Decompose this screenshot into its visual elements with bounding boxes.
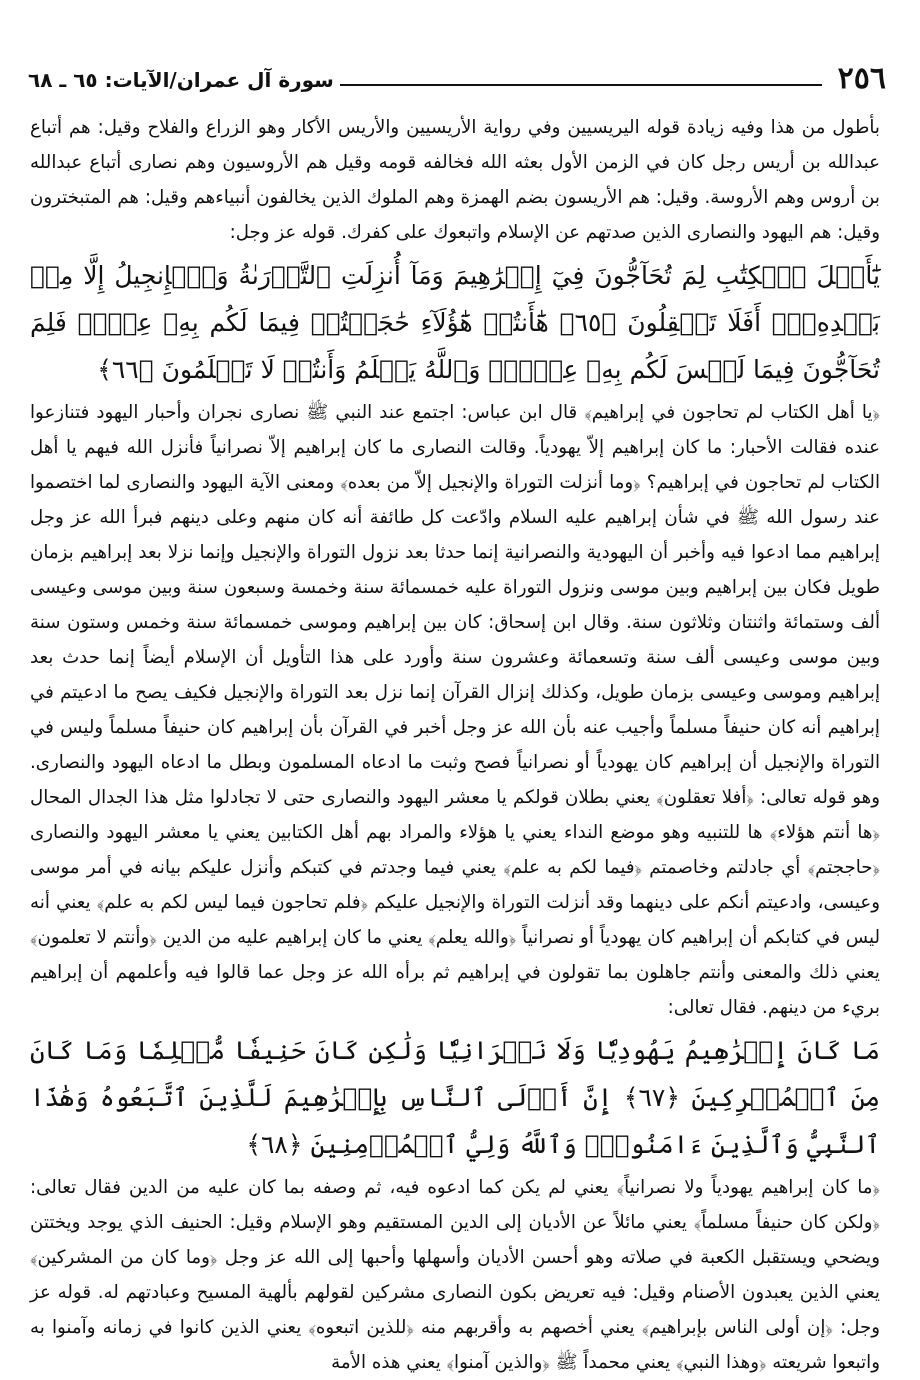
quran-verse: يَٰٓأَهۡلَ ٱلۡكِتَٰبِ لِمَ تُحَآجُّونَ فِيٓ إِبۡرَٰهِيمَ وَمَآ أُنزِلَتِ ٱلتَّوۡرَىٰةُ وَٱلۡإِنجِيلُ إِلَّا مِنۢ بَعۡدِهِۦٓۚ أَفَلَا تَعۡقِلُونَ ﴿٦٥﴾ هَٰٓأَنتُمۡ هَٰٓؤُلَآءِ حَٰجَجۡتُمۡ فِيمَا لَكُم بِهِۦ عِلۡمٞ فَلِمَ تُحَآجُّونَ فِيمَا لَيۡسَ لَكُم بِهِۦ عِلۡمٞۚ وَٱللَّهُ يَعۡلَمُ وَأَنتُمۡ لَا تَعۡلَمُونَ ﴿٦٦﴾ xyxy=(30,261,880,384)
paragraph: بأطول من هذا وفيه زيادة قوله اليريسيين وفي رواية الأريسيين والأريس الأكار وهو الزراع والفلاح وقيل: هم أتباع عبدالله بن أريس رجل كان في الزمن الأول بعثه الله فخالفه قومه وقيل هم الأروسيون وهم نصارى أتباع عبدالله بن أروس وهم الأروسة. وقيل: هم الأريسون بضم الهمزة وهم الملوك الذين يخالفون أنبياءهم وقيل: هم المتبخترون وقيل: هم اليهود والنصارى الذين صدتهم عن الإسلام واتبعوك على كفرك. قوله عز وجل: xyxy=(30,117,880,243)
running-title: سورة آل عمران/الآيات: ٦٥ ـ ٦٨ xyxy=(28,68,334,92)
paragraph: ﴿يا أهل الكتاب لم تحاجون في إبراهيم﴾ قال ابن عباس: اجتمع عند النبي ﷺ نصارى نجران وأحبار اليهود فتنازعوا عنده فقالت الأحبار: ما كان إبراهيم إلاّ يهودياً. وقالت النصارى ما كان إبراهيم إلاّ نصرانياً فأنزل الله فيهم يا أهل الكتاب لم تحاجون في إبراهيم؟ ﴿وما أنزلت التوراة والإنجيل إلاّ من بعده﴾ ومعنى الآية اليهود والنصارى لما اختصموا عند رسول الله ﷺ في شأن إبراهيم عليه السلام وادّعت كل طائفة أنه كان منهم وعلى دينهم فبرأ الله عز وجل إبراهيم مما ادعوا فيه وأخبر أن اليهودية والنصرانية إنما حدثا بعد نزول التوراة والإنجيل وإنما نزلا بعد إبراهيم بزمان طويل فكان بين إبراهيم وبين موسى ونزول التوراة عليه خمسمائة سنة وخمسة وسبعون سنة وبين موسى وعيسى ألف وستمائة واثنتان وثلاثون سنة. وقال ابن إسحاق: كان بين إبراهيم وموسى خمسمائة سنة وخمس وستون سنة وبين موسى وعيسى ألف سنة وتسعمائة وعشرون سنة وأورد على هذا التأويل أن الإسلام أيضاً إنما حدث بعد إبراهيم وموسى وعيسى بزمان طويل، وكذلك إنزال القرآن إنما نزل بعد التوراة والإنجيل فكيف يصح ما ادعيتم في إبراهيم أنه كان حنيفاً مسلماً وأجيب عنه بأن الله عز وجل أخبر في القرآن بأن إبراهيم كان حنيفاً مسلماً وليس في التوراة والإنجيل أن إبراهيم كان يهودياً أو نصرانياً فصح وثبت ما ادعاه المسلمون وبطل ما ادعاه اليهود والنصارى. وهو قوله تعالى: ﴿أفلا تعقلون﴾ يعني بطلان قولكم يا معشر اليهود والنصارى حتى لا تجادلوا مثل هذا الجدال المحال ﴿ها أنتم هؤلاء﴾ ها للتنبيه وهو موضع النداء يعني يا هؤلاء والمراد بهم أهل الكتابين يعني يا معشر اليهود والنصارى ﴿حاججتم﴾ أي جادلتم وخاصمتم ﴿فيما لكم به علم﴾ يعني فيما وجدتم في كتبكم وأنزل عليكم بيانه في أمر موسى وعيسى، وادعيتم أنكم على دينهما وقد أنزلت التوراة والإنجيل عليكم ﴿فلم تحاجون فيما ليس لكم به علم﴾ يعني أنه ليس في كتابكم أن إبراهيم كان يهودياً أو نصرانياً ﴿والله يعلم﴾ يعني ما كان إبراهيم عليه من الدين ﴿وأنتم لا تعلمون﴾ يعني ذلك والمعنى وأنتم جاهلون بما تقولون في إبراهيم ثم برأه الله عز وجل عما قالوا فيه وأعلمهم أن إبراهيم بريء من دينهم. فقال تعالى: xyxy=(30,402,880,1018)
page-header xyxy=(28,52,886,94)
header-rule xyxy=(340,84,822,86)
page-number: ٢٥٦ xyxy=(837,61,886,96)
quran-verse: مَا كَانَ إِبۡرَٰهِيمُ يَهُودِيّٗا وَلَا نَصۡرَانِيّٗا وَلَٰكِن كَانَ حَنِيفٗا مُّسۡلِمٗا وَمَا كَانَ مِنَ ٱلۡمُشۡرِكِينَ ﴿٦٧﴾ إِنَّ أَوۡلَى ٱلنَّاسِ بِإِبۡرَٰهِيمَ لَلَّذِينَ ٱتَّبَعُوهُ وَهَٰذَا ٱلنَّبِيُّ وَٱلَّذِينَ ءَامَنُواْۗ وَٱللَّهُ وَلِيُّ ٱلۡمُؤۡمِنِينَ ﴿٦٨﴾ xyxy=(30,1036,880,1159)
paragraph: ﴿ما كان إبراهيم يهودياً ولا نصرانياً﴾ يعني لم يكن كما ادعوه فيه، ثم وصفه بما كان عليه من الدين فقال تعالى: ﴿ولكن كان حنيفاً مسلماً﴾ يعني مائلاً عن الأديان إلى الدين المستقيم وهو الإسلام وقيل: الحنيف الذي يوجد ويختتن ويضحي ويستقبل الكعبة في صلاته وهو أحسن الأديان وأسهلها وأحبها إلى الله عز وجل ﴿وما كان من المشركين﴾ يعني الذين يعبدون الأصنام وقيل: فيه تعريض بكون النصارى مشركين لقولهم بألهية المسيح وعبادتهم له. قوله عز وجل: ﴿إن أولى الناس بإبراهيم﴾ يعني أخصهم به وأقربهم منه ﴿للذين اتبعوه﴾ يعني الذين كانوا في زمانه وآمنوا به واتبعوا شريعته ﴿وهذا النبي﴾ يعني محمداً ﷺ ﴿والذين آمنوا﴾ يعني هذه الأمة xyxy=(30,1177,880,1373)
page-content xyxy=(30,110,880,1380)
